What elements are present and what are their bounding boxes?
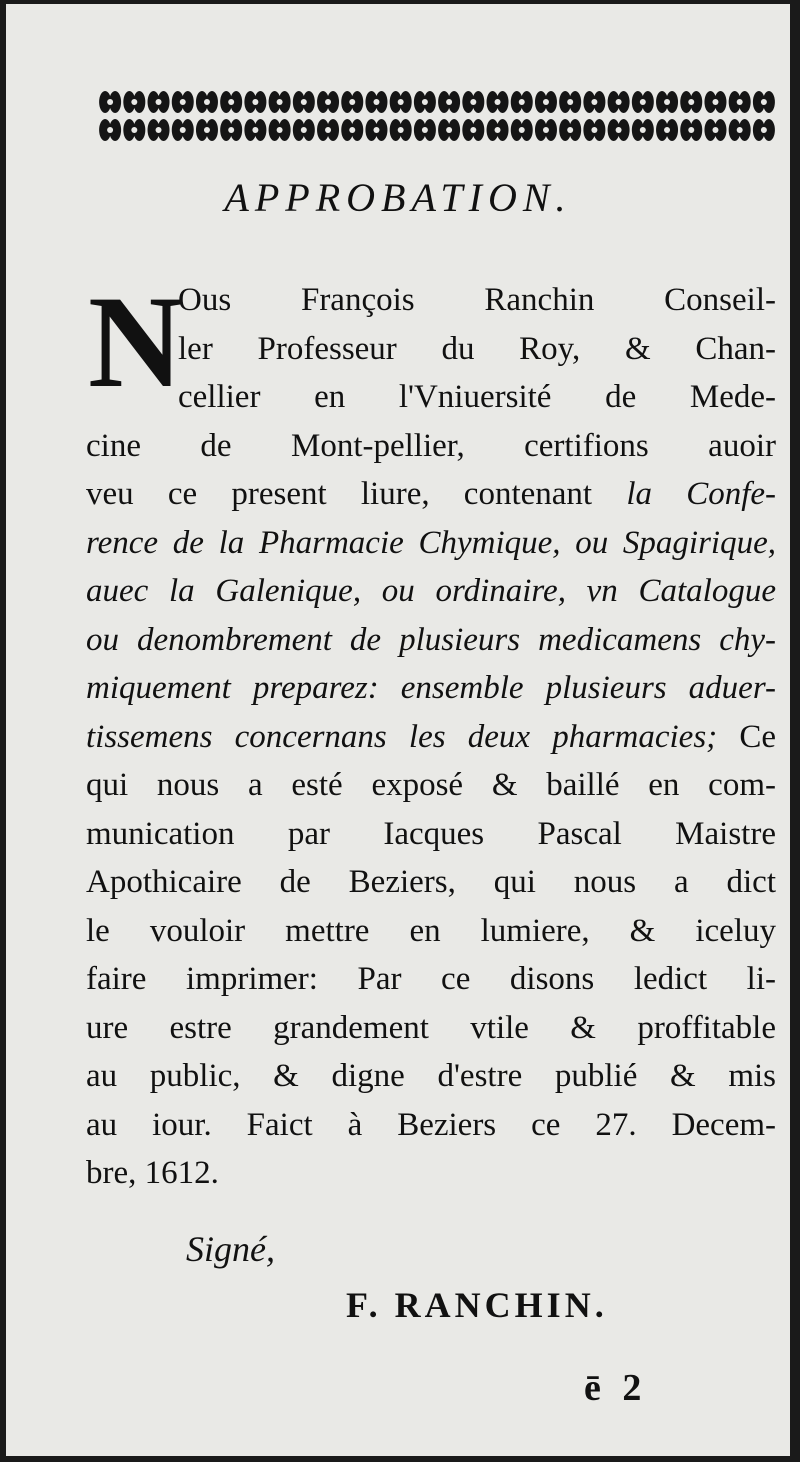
text-line: au iour. Faict à Beziers ce 27. Decem- bbox=[86, 1106, 776, 1143]
text-line: bre, 1612. bbox=[86, 1155, 219, 1191]
signed-label: Signé, bbox=[186, 1229, 275, 1269]
text-line: munication par Iacques Pascal Maistre bbox=[86, 815, 776, 852]
page-title: APPROBATION. bbox=[224, 175, 572, 220]
text-line: auec la Galenique, ou ordinaire, vn Catalogue bbox=[86, 573, 776, 609]
text-line: le vouloir mettre en lumiere, & iceluy bbox=[86, 912, 776, 949]
book-page bbox=[6, 4, 790, 1456]
ornament-band bbox=[98, 86, 776, 146]
drop-cap: N bbox=[88, 268, 184, 415]
text-line: ler Professeur du Roy, & Chan- bbox=[178, 330, 776, 367]
text-line: faire imprimer: Par ce disons ledict li- bbox=[86, 961, 776, 997]
signature-mark: ē 2 bbox=[584, 1367, 648, 1409]
text-line: qui nous a esté exposé & baillé en com- bbox=[86, 767, 776, 803]
text-line: ou denombrement de plusieurs medicamens chy- bbox=[86, 621, 776, 658]
text-line: rence de la Pharmacie Chymique, ou Spagirique, bbox=[86, 524, 776, 561]
text-line: veu ce present liure, contenant la Confe- bbox=[86, 476, 777, 512]
text-line: Ous François Ranchin Conseil- bbox=[178, 282, 776, 318]
text-line: cellier en l'Vniuersité de Mede- bbox=[178, 379, 776, 415]
text-line: cine de Mont-pellier, certifions auoir bbox=[86, 427, 776, 464]
text-line: ure estre grandement vtile & proffitable bbox=[86, 1009, 776, 1046]
text-line: tissemens concernans les deux pharmacies; Ce bbox=[86, 718, 776, 755]
text-line: miquement preparez: ensemble plusieurs aduer- bbox=[86, 670, 777, 706]
text-line: Apothicaire de Beziers, qui nous a dict bbox=[86, 864, 776, 900]
signer-name: F. RANCHIN. bbox=[346, 1285, 608, 1325]
text-line: au public, & digne d'estre publié & mis bbox=[86, 1058, 776, 1094]
approbation-text bbox=[86, 268, 777, 1198]
